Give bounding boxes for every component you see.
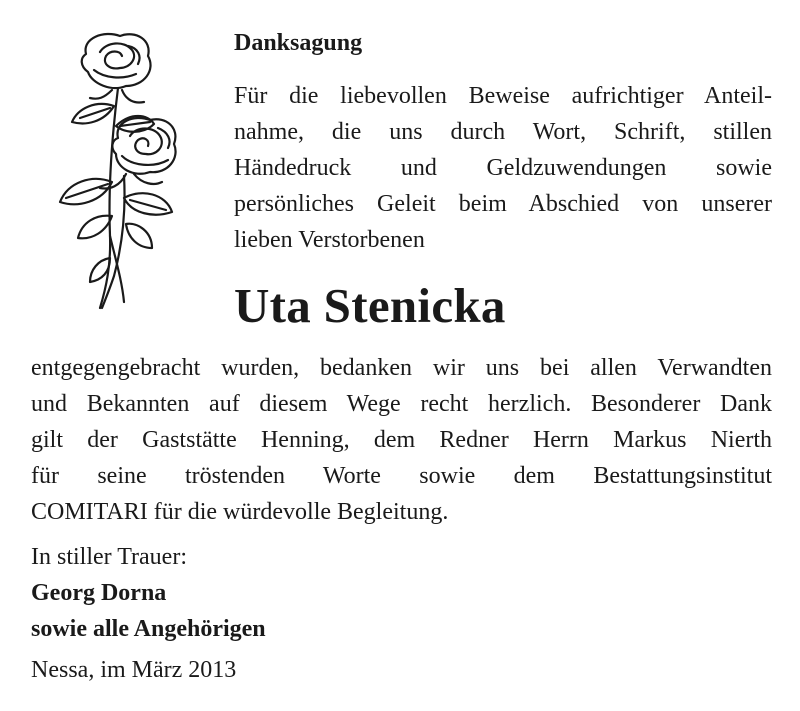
intro-line: Händedruck und Geldzuwendungen sowie bbox=[234, 155, 772, 181]
signer-name: Georg Dorna bbox=[31, 580, 167, 606]
body-line: für seine tröstenden Worte sowie dem Bestattungsinstitut bbox=[31, 463, 772, 489]
place-date: Nessa, im März 2013 bbox=[31, 657, 237, 683]
intro-line: persönliches Geleit beim Abschied von unserer bbox=[234, 191, 772, 217]
closing-block bbox=[31, 539, 266, 647]
body-line: COMITARI für die würdevolle Begleitung. bbox=[31, 499, 449, 525]
intro-line: Für die liebevollen Beweise aufrichtiger Anteil- bbox=[234, 83, 772, 109]
intro-line: nahme, die uns durch Wort, Schrift, stillen bbox=[234, 119, 772, 145]
intro-paragraph bbox=[234, 78, 772, 258]
body-paragraph bbox=[31, 350, 772, 530]
body-line: und Bekannten auf diesem Wege recht herzlich. Besonderer Dank bbox=[31, 391, 772, 417]
heading: Danksagung bbox=[234, 30, 363, 56]
closing-intro: In stiller Trauer: bbox=[31, 544, 187, 570]
deceased-name: Uta Stenicka bbox=[234, 278, 506, 333]
body-line: entgegengebracht wurden, bedanken wir uns bei allen Verwandten bbox=[31, 355, 772, 381]
body-line: gilt der Gaststätte Henning, dem Redner Herrn Markus Nierth bbox=[31, 427, 772, 453]
intro-line: lieben Verstorbenen bbox=[234, 227, 425, 253]
relatives-line: sowie alle Angehörigen bbox=[31, 616, 266, 642]
rose-icon bbox=[26, 26, 196, 326]
